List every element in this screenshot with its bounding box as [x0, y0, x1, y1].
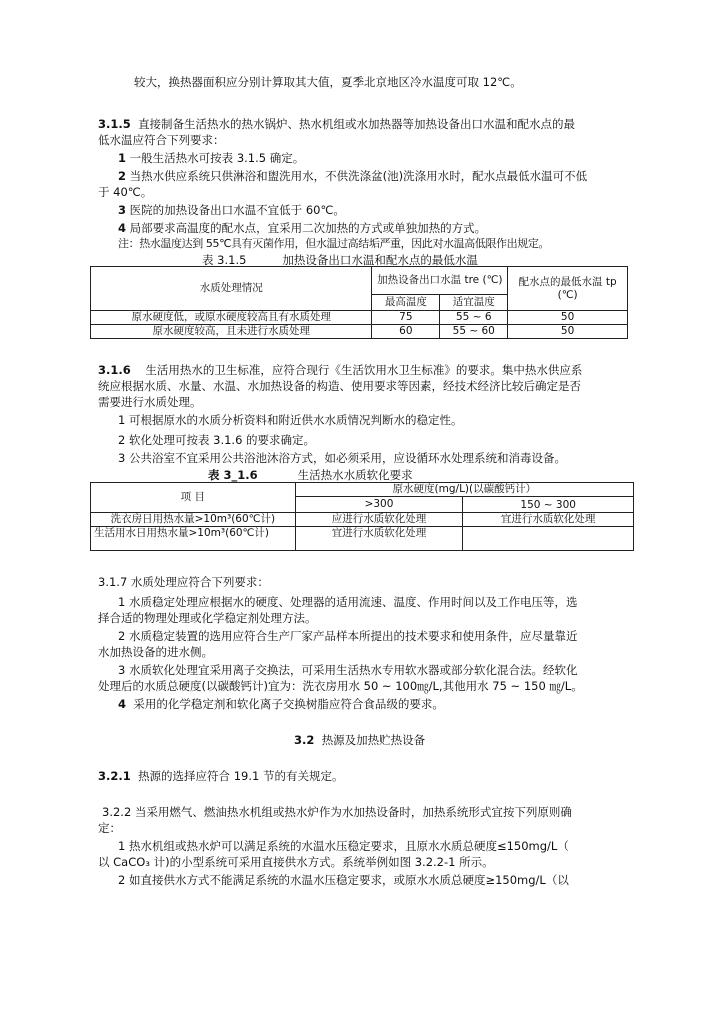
table-cell: 75 [372, 311, 440, 325]
table-row [91, 527, 634, 551]
table-cell: 宜进行水质软化处理 [295, 527, 463, 551]
table-cell: 应进行水质软化处理 [295, 513, 463, 527]
header-cell: 加热设备出口水温 tre (℃) [372, 267, 508, 295]
header-cell: 水质处理情况 [91, 267, 372, 311]
header-cell: 原水硬度(mg/L)(以碳酸钙计） [295, 483, 633, 497]
section-title: 热源及加热贮热设备 [321, 733, 426, 747]
clause-3-2-2: 3.2.2 当采用燃气、燃油热水机组或热水炉作为水加热设备时，加热系统形式宜按下列原则确 [102, 805, 572, 819]
clause-3-1-7: 3.1.7 水质处理应符合下列要求： [98, 575, 269, 589]
list-item [118, 202, 345, 218]
table-number: 表 3.1.5 [202, 253, 247, 267]
text-line: 需要进行水质处理。 [98, 395, 202, 409]
table-cell: 50 [508, 311, 628, 325]
text-line: 水加热设备的进水侧。 [98, 645, 213, 659]
table-row [91, 325, 628, 339]
table-cell: 宜进行水质软化处理 [463, 513, 634, 527]
item-number: 4 [118, 221, 127, 235]
clause-number: 3.1.5 [98, 117, 131, 131]
item-number: 3 [118, 203, 127, 217]
text-line: 于 40℃。 [98, 185, 153, 199]
list-item: 3 公共浴室不宜采用公共浴池沐浴方式，如必须采用，应设循环水处理系统和消毒设备。 [118, 451, 566, 465]
table-title: 生活热水水质软化要求 [297, 468, 413, 482]
table-3-1-6 [90, 482, 634, 551]
table-caption [208, 467, 413, 483]
item-number: 1 [118, 151, 127, 165]
item-text: 当热水供应系统只供淋浴和盥洗用水，不供洗涤盆(池)洗涤用水时，配水点最低水温可不低 [129, 169, 588, 183]
list-item: 1 水质稳定处理应根据水的硬度、处理器的适用流速、温度、作用时间以及工作电压等，选 [118, 595, 578, 609]
clause-3-2-1 [98, 768, 343, 784]
table-row [91, 311, 628, 325]
header-cell: 适宜温度 [440, 295, 508, 311]
header-cell: 最高温度 [372, 295, 440, 311]
section-number: 3.2 [294, 733, 315, 747]
header-cell: 配水点的最低水温 tp (℃) [508, 267, 628, 311]
table-cell: 55 ~ 6 [440, 311, 508, 325]
list-item [118, 220, 486, 236]
clause-text: 生活用热水的卫生标准，应符合现行《生活饮用水卫生标准》的要求。集中热水供应系 [145, 363, 583, 377]
table-title: 加热设备出口水温和配水点的最低水温 [282, 253, 478, 267]
clause-number: 3.1.6 [98, 363, 131, 377]
table-cell: 60 [372, 325, 440, 339]
text-line: 处理后的水质总硬度(以碳酸钙计)宜为：洗衣房用水 50 ~ 100㎎/L,其他用水 75 ~ 150 ㎎/L。 [98, 679, 583, 693]
list-item: 2 如直接供水方式不能满足系统的水温水压稳定要求，或原水水质总硬度≥150mg/L（以 [118, 873, 569, 887]
list-item [118, 696, 444, 712]
table-cell [463, 527, 634, 551]
item-number: 2 [118, 169, 127, 183]
clause-3-1-6 [98, 362, 582, 378]
text-line: 统应根据水质、水量、水温、水加热设备的构造、使用要求等因素，经技术经济比较后确定是否 [98, 379, 581, 393]
item-number: 4 [118, 697, 127, 711]
table-cell: 原水硬度较高，且未进行水质处理 [91, 325, 372, 339]
table-cell: 原水硬度低，或原水硬度较高且有水质处理 [91, 311, 372, 325]
header-cell: >300 [295, 497, 463, 513]
list-item: 2 软化处理可按表 3.1.6 的要求确定。 [118, 433, 316, 447]
table-cell: 生活用水日用热水量>10m³(60℃计) [91, 527, 296, 551]
clause-text: 直接制备生活热水的热水锅炉、热水机组或水加热器等加热设备出口水温和配水点的最 [138, 117, 576, 131]
text-line: 择合适的物理处理或化学稳定剂处理方法。 [98, 611, 317, 625]
header-cell: 150 ~ 300 [463, 497, 634, 513]
text-line: 较大，换热器面积应分别计算取其大值，夏季北京地区冷水温度可取 12℃。 [134, 75, 522, 89]
list-item: 1 热水机组或热水炉可以满足系统的水温水压稳定要求，且原水水质总硬度≤150mg/L（ [118, 839, 569, 853]
list-item: 2 水质稳定装置的选用应符合生产厂家产品样本所提出的技术要求和使用条件，应尽量靠近 [118, 629, 578, 643]
header-cell: 项 目 [91, 483, 296, 513]
clause-3-1-5 [98, 116, 575, 132]
table-3-1-5 [90, 266, 628, 339]
list-item: 3 水质软化处理宜采用离子交换法，可采用生活热水专用软水器或部分软化混合法。经软化 [118, 663, 578, 677]
section-heading [294, 732, 425, 748]
item-text: 局部要求高温度的配水点，宜采用二次加热的方式或单独加热的方式。 [129, 221, 487, 235]
list-item [118, 168, 587, 184]
text-line: 定： [98, 821, 121, 835]
clause-number: 3.2.1 [98, 769, 131, 783]
note: 注：热水温度达到 55℃具有灭菌作用，但水温过高结垢严重，因此对水温高低限作出规定。 [118, 237, 550, 250]
table-cell: 洗衣房日用热水量>10m³(60℃计) [91, 513, 296, 527]
table-cell: 55 ~ 60 [440, 325, 508, 339]
list-item [118, 150, 304, 166]
text-line: 低水温应符合下列要求： [98, 133, 225, 147]
item-text: 采用的化学稳定剂和软化离子交换树脂应符合食品级的要求。 [133, 697, 444, 711]
item-text: 医院的加热设备出口水温不宜低于 60℃。 [129, 203, 345, 217]
table-row [91, 513, 634, 527]
clause-text: 热源的选择应符合 19.1 节的有关规定。 [138, 769, 344, 783]
table-number: 表 3_1.6 [208, 468, 258, 482]
text-line: 以 CaCO₃ 计)的小型系统可采用直接供水方式。系统举例如图 3.2.2-1 所示。 [98, 855, 494, 869]
table-cell: 50 [508, 325, 628, 339]
list-item: 1 可根据原水的水质分析资料和附近供水水质情况判断水的稳定性。 [118, 413, 463, 427]
item-text: 一般生活热水可按表 3.1.5 确定。 [129, 151, 305, 165]
